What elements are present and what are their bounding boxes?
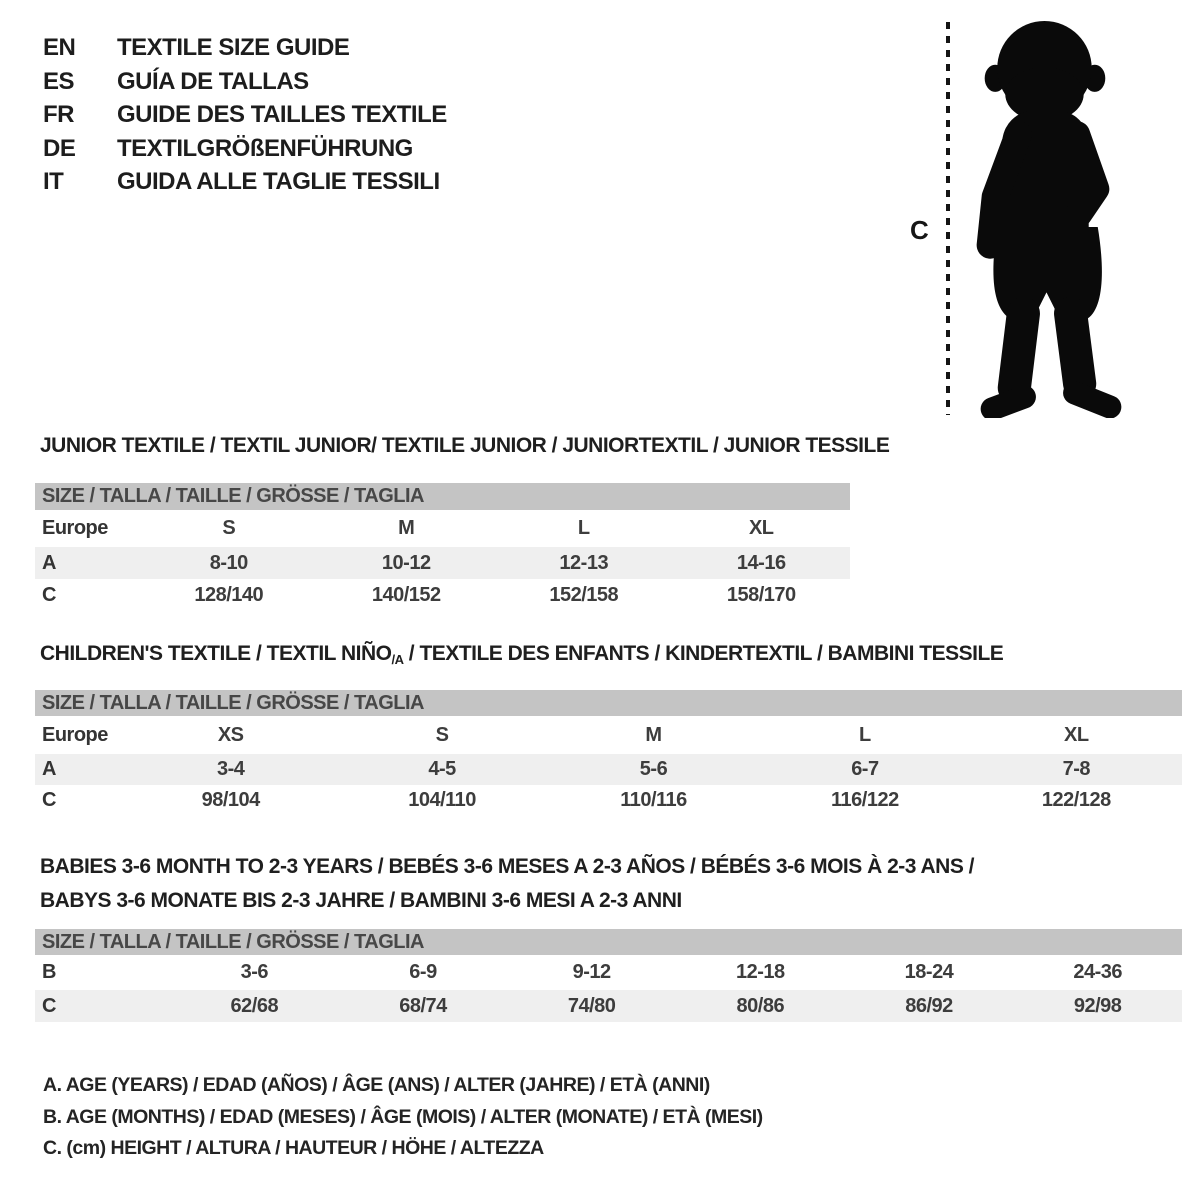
months-value: 24-36 (1073, 961, 1122, 983)
table-row-europe (35, 510, 850, 547)
height-value: 116/122 (831, 789, 899, 811)
babies-size-table (35, 929, 1182, 1022)
height-value: 140/152 (371, 584, 441, 606)
size-value: M (398, 517, 415, 539)
height-dashed-line (946, 22, 950, 415)
row-label: B (42, 961, 56, 983)
junior-size-table (35, 483, 850, 612)
age-value: 6-7 (851, 758, 879, 780)
height-measure-label: C (910, 215, 929, 245)
age-value: 12-13 (559, 551, 609, 574)
months-value: 9-12 (572, 961, 611, 983)
height-value: 98/104 (201, 789, 260, 811)
guide-title: GUÍA DE TALLAS (117, 67, 309, 95)
size-value: L (577, 517, 590, 539)
children-title-text: / TEXTILE DES ENFANTS / KINDERTEXTIL / BAMBINI TESSILE (403, 642, 1004, 665)
height-value: 128/140 (194, 584, 264, 606)
height-value: 152/158 (549, 584, 619, 606)
legend-age-years: A. AGE (YEARS) / EDAD (AÑOS) / ÂGE (ANS) / ALTER (JAHRE) / ETÀ (ANNI) (43, 1074, 710, 1096)
language-code: ES (43, 67, 75, 95)
height-value: 92/98 (1073, 994, 1122, 1017)
table-row-age (35, 754, 1182, 785)
size-header-row: SIZE / TALLA / TAILLE / GRÖSSE / TAGLIA (35, 483, 850, 510)
legend-height-cm: C. (cm) HEIGHT / ALTURA / HAUTEUR / HÖHE / ALTEZZA (43, 1137, 544, 1159)
language-title-list (43, 31, 603, 199)
measurement-legend (43, 1070, 943, 1165)
height-value: 80/86 (736, 994, 785, 1017)
table-row-europe (35, 716, 1182, 754)
language-code: DE (43, 134, 76, 162)
babies-title-line2: BABYS 3-6 MONATE BIS 2-3 JAHRE / BAMBINI 3-6 MESI A 2-3 ANNI (40, 889, 682, 912)
months-value: 3-6 (240, 961, 269, 983)
language-row-fr (43, 98, 603, 132)
guide-title: GUIDE DES TAILLES TEXTILE (117, 101, 447, 129)
row-label: A (42, 758, 56, 780)
size-value: L (859, 723, 871, 746)
table-row-height (35, 579, 850, 612)
guide-title: TEXTILGRÖßENFÜHRUNG (117, 134, 413, 162)
table-row-height (35, 785, 1182, 816)
table-row-height (35, 990, 1182, 1022)
children-section-title (40, 642, 1003, 667)
table-row-months (35, 955, 1182, 990)
height-value: 104/110 (408, 789, 476, 811)
baby-silhouette-icon (958, 16, 1140, 418)
size-value: M (645, 723, 662, 746)
height-value: 158/170 (726, 584, 796, 606)
row-label: Europe (42, 517, 108, 539)
language-code: IT (43, 168, 64, 196)
language-code: FR (43, 101, 74, 129)
age-value: 7-8 (1062, 758, 1090, 780)
row-label: Europe (42, 723, 108, 746)
age-value: 5-6 (639, 758, 668, 780)
babies-section-title (40, 850, 974, 918)
age-value: 10-12 (381, 551, 431, 574)
size-header-row: SIZE / TALLA / TAILLE / GRÖSSE / TAGLIA (35, 929, 1182, 955)
junior-section-title: JUNIOR TEXTILE / TEXTIL JUNIOR/ TEXTILE JUNIOR / JUNIORTEXTIL / JUNIOR TESSILE (40, 434, 890, 457)
height-value: 86/92 (905, 994, 953, 1017)
age-value: 4-5 (428, 758, 456, 780)
height-value: 62/68 (230, 994, 279, 1017)
babies-title-line1: BABIES 3-6 MONTH TO 2-3 YEARS / BEBÉS 3-6 MESES A 2-3 AÑOS / BÉBÉS 3-6 MOIS À 2-3 ANS / (40, 855, 975, 878)
size-value: S (222, 517, 236, 539)
row-label: C (42, 994, 56, 1017)
size-value: XL (748, 517, 774, 539)
age-value: 14-16 (736, 551, 786, 574)
children-size-table (35, 690, 1182, 816)
guide-title: TEXTILE SIZE GUIDE (117, 34, 350, 61)
height-value: 68/74 (399, 994, 447, 1017)
legend-age-months: B. AGE (MONTHS) / EDAD (MESES) / ÂGE (MOIS) / ALTER (MONATE) / ETÀ (MESI) (43, 1105, 763, 1128)
language-row-en (43, 31, 603, 65)
age-value: 3-4 (216, 758, 245, 780)
children-title-sub: /A (391, 652, 404, 667)
language-code: EN (43, 34, 76, 61)
language-row-es (43, 65, 603, 99)
guide-title: GUIDA ALLE TAGLIE TESSILI (117, 168, 440, 196)
age-value: 8-10 (209, 551, 248, 574)
height-value: 122/128 (1041, 789, 1111, 811)
language-row-it (43, 165, 603, 199)
size-value: S (435, 723, 449, 746)
size-header-row: SIZE / TALLA / TAILLE / GRÖSSE / TAGLIA (35, 690, 1182, 716)
months-value: 18-24 (904, 961, 954, 983)
size-value: XL (1064, 723, 1089, 746)
language-row-de (43, 132, 603, 166)
table-row-age (35, 547, 850, 579)
row-label: C (42, 584, 56, 606)
size-value: XS (217, 723, 244, 746)
row-label: A (42, 551, 56, 574)
height-value: 74/80 (567, 994, 616, 1017)
row-label: C (42, 789, 56, 811)
children-title-text: CHILDREN'S TEXTILE / TEXTIL NIÑO (40, 642, 392, 665)
height-value: 110/116 (620, 789, 687, 811)
months-value: 6-9 (409, 961, 437, 983)
months-value: 12-18 (736, 961, 785, 983)
